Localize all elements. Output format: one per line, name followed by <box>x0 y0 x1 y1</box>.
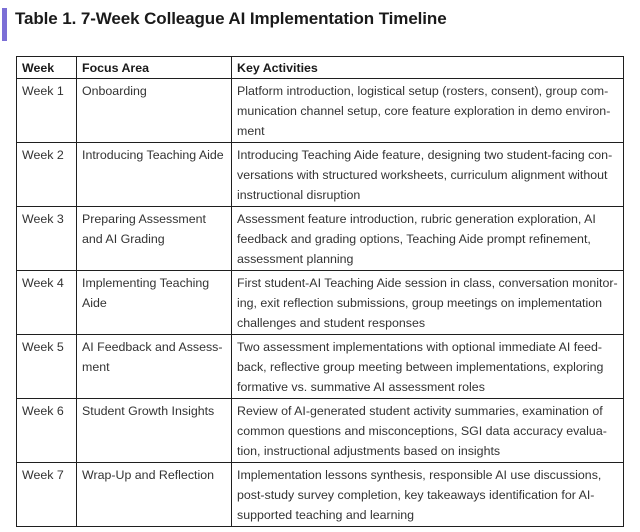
week-cell: Week 4 <box>17 271 77 335</box>
week-cell: Week 3 <box>17 207 77 271</box>
header-key-activities: Key Activities <box>232 57 624 79</box>
table-row <box>17 79 624 143</box>
focus-area-cell: Student Growth Insights <box>77 399 232 463</box>
key-activities-cell: Review of AI-generated student activity summaries, examination of common questions and misconceptions, SGI data accuracy evaluation, instructional adjustments based on insights <box>232 399 624 463</box>
key-activities-cell: Assessment feature introduction, rubric generation exploration, AI feedback and grading options, Teaching Aide prompt refinement, assessment planning <box>232 207 624 271</box>
table-row <box>17 271 624 335</box>
table-row <box>17 463 624 527</box>
week-cell: Week 1 <box>17 79 77 143</box>
table-row <box>17 399 624 463</box>
header-row <box>17 57 624 79</box>
focus-area-cell: Onboarding <box>77 79 232 143</box>
table-title: Table 1. 7-Week Colleague AI Implementation Timeline <box>15 9 447 28</box>
header-week: Week <box>17 57 77 79</box>
title-accent-bar <box>2 8 7 41</box>
key-activities-cell: Platform introduction, logistical setup (rosters, consent), group communication channel setup, core feature exploration in demo environment <box>232 79 624 143</box>
week-cell: Week 7 <box>17 463 77 527</box>
key-activities-cell: Implementation lessons synthesis, responsible AI use discussions, post-study survey completion, key takeaways identification for AI-supported teaching and learning <box>232 463 624 527</box>
key-activities-cell: Introducing Teaching Aide feature, designing two student-facing conversations with structured worksheets, curriculum alignment without instructional disruption <box>232 143 624 207</box>
header-focus-area: Focus Area <box>77 57 232 79</box>
table-row <box>17 335 624 399</box>
focus-area-cell: Implementing Teaching Aide <box>77 271 232 335</box>
focus-area-cell: Preparing Assessment and AI Grading <box>77 207 232 271</box>
week-cell: Week 5 <box>17 335 77 399</box>
title-row <box>0 0 640 44</box>
focus-area-cell: Introducing Teaching Aide <box>77 143 232 207</box>
focus-area-cell: AI Feedback and Assessment <box>77 335 232 399</box>
focus-area-cell: Wrap-Up and Reflection <box>77 463 232 527</box>
key-activities-cell: First student-AI Teaching Aide session in class, conversation monitoring, exit reflection submissions, group meetings on implementation challenges and student responses <box>232 271 624 335</box>
week-cell: Week 6 <box>17 399 77 463</box>
table-row <box>17 143 624 207</box>
key-activities-cell: Two assessment implementations with optional immediate AI feedback, reflective group meeting between implementations, exploring formative vs. summative AI assessment roles <box>232 335 624 399</box>
table-row <box>17 207 624 271</box>
timeline-table <box>16 56 624 527</box>
week-cell: Week 2 <box>17 143 77 207</box>
